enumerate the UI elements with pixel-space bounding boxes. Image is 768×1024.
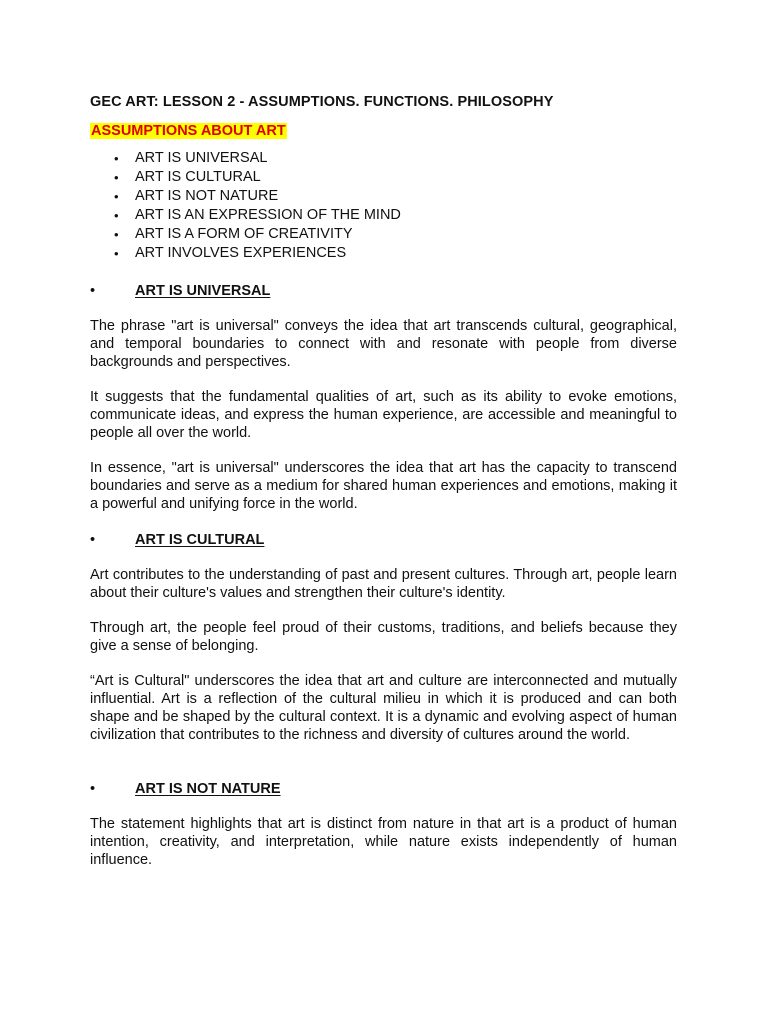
paragraph: In essence, "art is universal" underscores the idea that art has the capacity to transcend boundaries and serve as a medium for shared human experiences and emotions, making it a powerful and unifying force in the world. (90, 460, 677, 512)
assumptions-heading (90, 122, 677, 140)
bullet-icon: • (114, 170, 119, 185)
bullet-icon: • (114, 246, 119, 261)
paragraph: Art contributes to the understanding of past and present cultures. Through art, people learn about their culture's values and strengthen their culture's identity. (90, 567, 677, 601)
bullet-icon: • (114, 208, 119, 223)
list-item-text: ART IS UNIVERSAL (135, 150, 268, 166)
list-item (90, 187, 677, 206)
bullet-icon: • (90, 532, 96, 548)
section-heading-not-nature (90, 780, 677, 798)
assumptions-list (90, 149, 677, 263)
list-item (90, 149, 677, 168)
list-item (90, 206, 677, 225)
section-heading-universal (90, 282, 677, 300)
list-item (90, 168, 677, 187)
list-item-text: ART IS A FORM OF CREATIVITY (135, 226, 353, 242)
paragraph: Through art, the people feel proud of their customs, traditions, and beliefs because they give a sense of belonging. (90, 620, 677, 654)
bullet-icon: • (90, 283, 96, 299)
section-heading-text: ART IS CULTURAL (135, 532, 265, 548)
document-title: GEC ART: LESSON 2 - ASSUMPTIONS. FUNCTIONS. PHILOSOPHY (90, 94, 554, 110)
section-heading-text: ART IS NOT NATURE (135, 781, 281, 797)
paragraph: The phrase "art is universal" conveys the idea that art transcends cultural, geographical, and temporal boundaries to connect with and resonate with people from diverse backgrounds and perspectives. (90, 318, 677, 370)
bullet-icon: • (114, 227, 119, 242)
paragraph: It suggests that the fundamental qualities of art, such as its ability to evoke emotions, communicate ideas, and express the human experience, are accessible and meaningful to people all over the world. (90, 389, 677, 441)
section-heading-cultural (90, 531, 677, 549)
bullet-icon: • (90, 781, 96, 797)
list-item-text: ART INVOLVES EXPERIENCES (135, 245, 347, 261)
list-item (90, 244, 677, 263)
section-body-cultural (90, 566, 677, 744)
highlighted-heading-text: ASSUMPTIONS ABOUT ART (91, 123, 286, 139)
section-body-universal (90, 317, 677, 513)
list-item-text: ART IS AN EXPRESSION OF THE MIND (135, 207, 401, 223)
bullet-icon: • (114, 151, 119, 166)
list-item-text: ART IS CULTURAL (135, 169, 261, 185)
bullet-icon: • (114, 189, 119, 204)
list-item (90, 225, 677, 244)
paragraph: “Art is Cultural" underscores the idea that art and culture are interconnected and mutually influential. Art is a reflection of the cultural milieu in which it is produced and can both shape and be shaped by the cultural context. It is a dynamic and evolving aspect of human civilization that contributes to the richness and diversity of cultures around the world. (90, 673, 677, 743)
paragraph: The statement highlights that art is distinct from nature in that art is a product of human intention, creativity, and interpretation, while nature exists independently of human influence. (90, 816, 677, 868)
list-item-text: ART IS NOT NATURE (135, 188, 279, 204)
section-heading-text: ART IS UNIVERSAL (135, 283, 271, 299)
section-body-not-nature (90, 815, 677, 869)
document-page (90, 92, 677, 869)
